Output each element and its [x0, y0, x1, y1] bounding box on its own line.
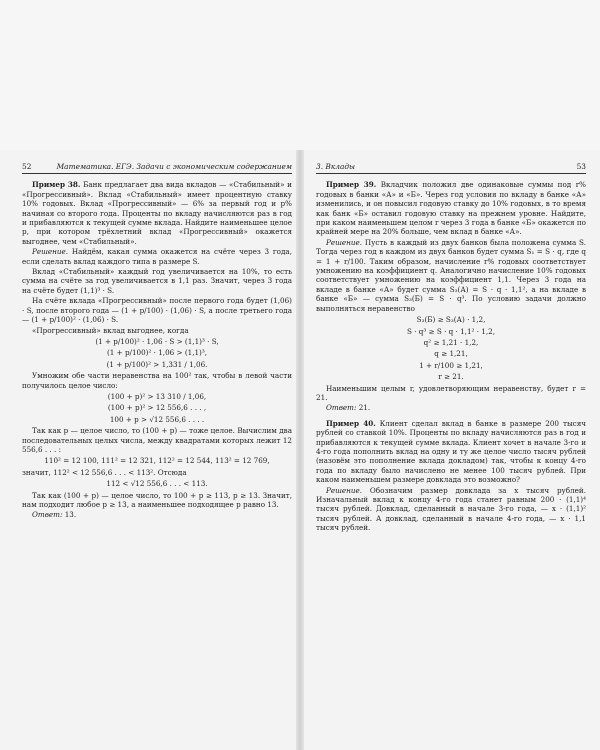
example-title: Пример 40. — [326, 418, 376, 428]
answer-line — [22, 510, 292, 519]
formula: 110² = 12 100, 111² = 12 321, 112² = 12 544, 113² = 12 769, — [44, 456, 270, 466]
example-title: Пример 38. — [32, 180, 81, 190]
example-40 — [316, 419, 586, 485]
answer-value: 13. — [64, 510, 77, 520]
left-page-header — [22, 162, 292, 174]
formula: q² ≥ 1,21 · 1,2, — [423, 337, 479, 347]
running-head: 3. Вклады — [316, 162, 356, 171]
paragraph: «Прогрессивный» вклад выгоднее, когда — [32, 325, 189, 335]
formula: 100 + p > √12 556,6 . . . . — [109, 414, 205, 424]
paragraph: Наименьшим целым r, удовлетворяющим неравенству, будет r = 21. — [316, 383, 586, 402]
example-39 — [316, 180, 586, 236]
solution-text: Пусть в каждый из двух банков была положена сумма S. Тогда через год в каждом из двух банков будет сумма S₁ = S · q, где q = 1 + r/100. Таким образом, начисление r% годовых соответствует умножению на коэффициент q. Аналогично начисление 10% годовых соответствует умножению на коэффициент 1,1. Через 3 года на вкладе в банке «А» будет сумма S₃(А) = S · q · 1,1², а на вкладе в банке «Б» — сумма S₃(Б) = S · q³. По условию задачи должно выполняться неравенство — [316, 237, 586, 313]
book-spread — [0, 150, 600, 750]
blank-area — [0, 0, 600, 150]
answer-value: 21. — [358, 403, 371, 413]
formula: r ≥ 21. — [438, 372, 464, 382]
solution-text: Обозначим размер довклада за x тысяч рублей. Изначальный вклад к концу 4-го года станет равным 200 · (1,1)⁴ тысяч рублей. Довклад, сделанный в начале 3-го года, — x · (1,1)² тысяч рублей. А довклад, сделанный в начале 4-го года, — x · 1,1 тысяч рублей. — [316, 485, 586, 533]
running-head: Математика. ЕГЭ. Задачи с экономическим содержанием — [56, 162, 292, 171]
solution-paragraph — [316, 238, 586, 313]
paragraph: значит, 112² < 12 556,6 . . . < 113². Отсюда — [22, 467, 187, 477]
answer-label: Ответ: — [32, 510, 63, 520]
solution-paragraph — [316, 486, 586, 533]
paragraph: Вклад «Стабильный» каждый год увеличивается на 10%, то есть сумма на счёте за год увеличивается в 1,1 раз. Значит, через 3 года на счёте будет (1,1)³ · S. — [22, 267, 292, 295]
page-number: 52 — [22, 162, 32, 171]
formula: 1 + r/100 ≥ 1,21, — [419, 360, 483, 370]
solution-text: Найдём, какая сумма окажется на счёте через 3 года, если сделать вклад каждого типа в размере S. — [22, 247, 292, 266]
solution-label: Решение. — [326, 485, 363, 495]
formula: q ≥ 1,21, — [434, 349, 468, 359]
example-text: Вкладчик положил две одинаковые суммы под r% годовых в банки «А» и «Б». Через год условия по вкладу в банке «А» изменились, и он повысил годовую ставку до 10% годовых, в то время как банк «Б» оставил годовую ставку на прежнем уровне. Найдите, при каком наименьшем целом r через 3 года в банке «Б» окажется по крайней мере на 20% больше, чем вклад в банке «А». — [316, 180, 586, 237]
formula: (100 + p)² > 12 556,6 . . . , — [107, 403, 207, 413]
paragraph: Так как (100 + p) — целое число, то 100 + p ≥ 113, p ≥ 13. Значит, нам подходит любое p ≥ 13, а наименьшее подходящее p равно 13. — [22, 490, 292, 509]
formula: (1 + p/100)² · 1,06 · S > (1,1)³ · S, — [95, 336, 219, 346]
page-number: 53 — [576, 162, 586, 171]
formula: (1 + p/100)² · 1,06 > (1,1)³, — [106, 348, 208, 358]
formula: 112 < √12 556,6 . . . < 113. — [106, 479, 208, 489]
formula: (1 + p/100)² > 1,331 / 1,06. — [106, 359, 208, 369]
paragraph: Умножим обе части неравенства на 100² так, чтобы в левой части получилось целое число: — [22, 371, 292, 390]
solution-paragraph — [22, 247, 292, 266]
formula: S · q³ ≥ S · q · 1,1² · 1,2, — [407, 326, 495, 336]
left-page — [22, 162, 292, 742]
solution-label: Решение. — [326, 237, 363, 247]
solution-label: Решение. — [32, 247, 69, 257]
formula: S₃(Б) ≥ S₃(А) · 1,2, — [416, 315, 486, 325]
answer-label: Ответ: — [326, 403, 357, 413]
example-text: Банк предлагает два вида вкладов — «Стабильный» и «Прогрессивный». Вклад «Стабильный» имеет процентную ставку 10% годовых. Вклад «Прогрессивный» — 6% за первый год и p% начиная со второго года. Проценты по вкладу начисляются раз в год и прибавляются к текущей сумме вклада. Найдите наименьшее целое p, при котором трёхлетний вклад «Прогрессивный» окажется выгоднее, чем «Стабильный». — [22, 180, 292, 246]
right-page-header — [316, 162, 586, 174]
example-38 — [22, 180, 292, 246]
right-page — [316, 162, 586, 742]
book-gutter — [296, 150, 304, 750]
example-text: Клиент сделал вклад в банке в размере 200 тысяч рублей со ставкой 10%. Проценты по вкладу начисляются раз в год и прибавляются к текущей сумме вклада. Клиент хочет в начале 3-го и 4-го года пополнить вклад на одну и ту же целое число тысяч рублей (назовём это пополнение вклада докладом) так, чтобы к концу 4-го года по вкладу было начислено не менее 100 тысяч рублей. При каком наименьшем размере довклада это возможно? — [316, 418, 586, 485]
formula: (100 + p)² > 13 310 / 1,06, — [107, 391, 207, 401]
paragraph: На счёте вклада «Прогрессивный» после первого года будет (1,06) · S, после второго года — (1 + p/100) · (1,06) · S, а после третьего года — (1 + p/100)² · (1,06) · S. — [22, 296, 292, 325]
example-title: Пример 39. — [326, 180, 377, 190]
paragraph: Так как p — целое число, то (100 + p) — тоже целое. Вычислим два последовательных целых числа, между квадратами которых лежит 12 556,6 . . . : — [22, 426, 292, 454]
answer-line — [316, 403, 586, 412]
